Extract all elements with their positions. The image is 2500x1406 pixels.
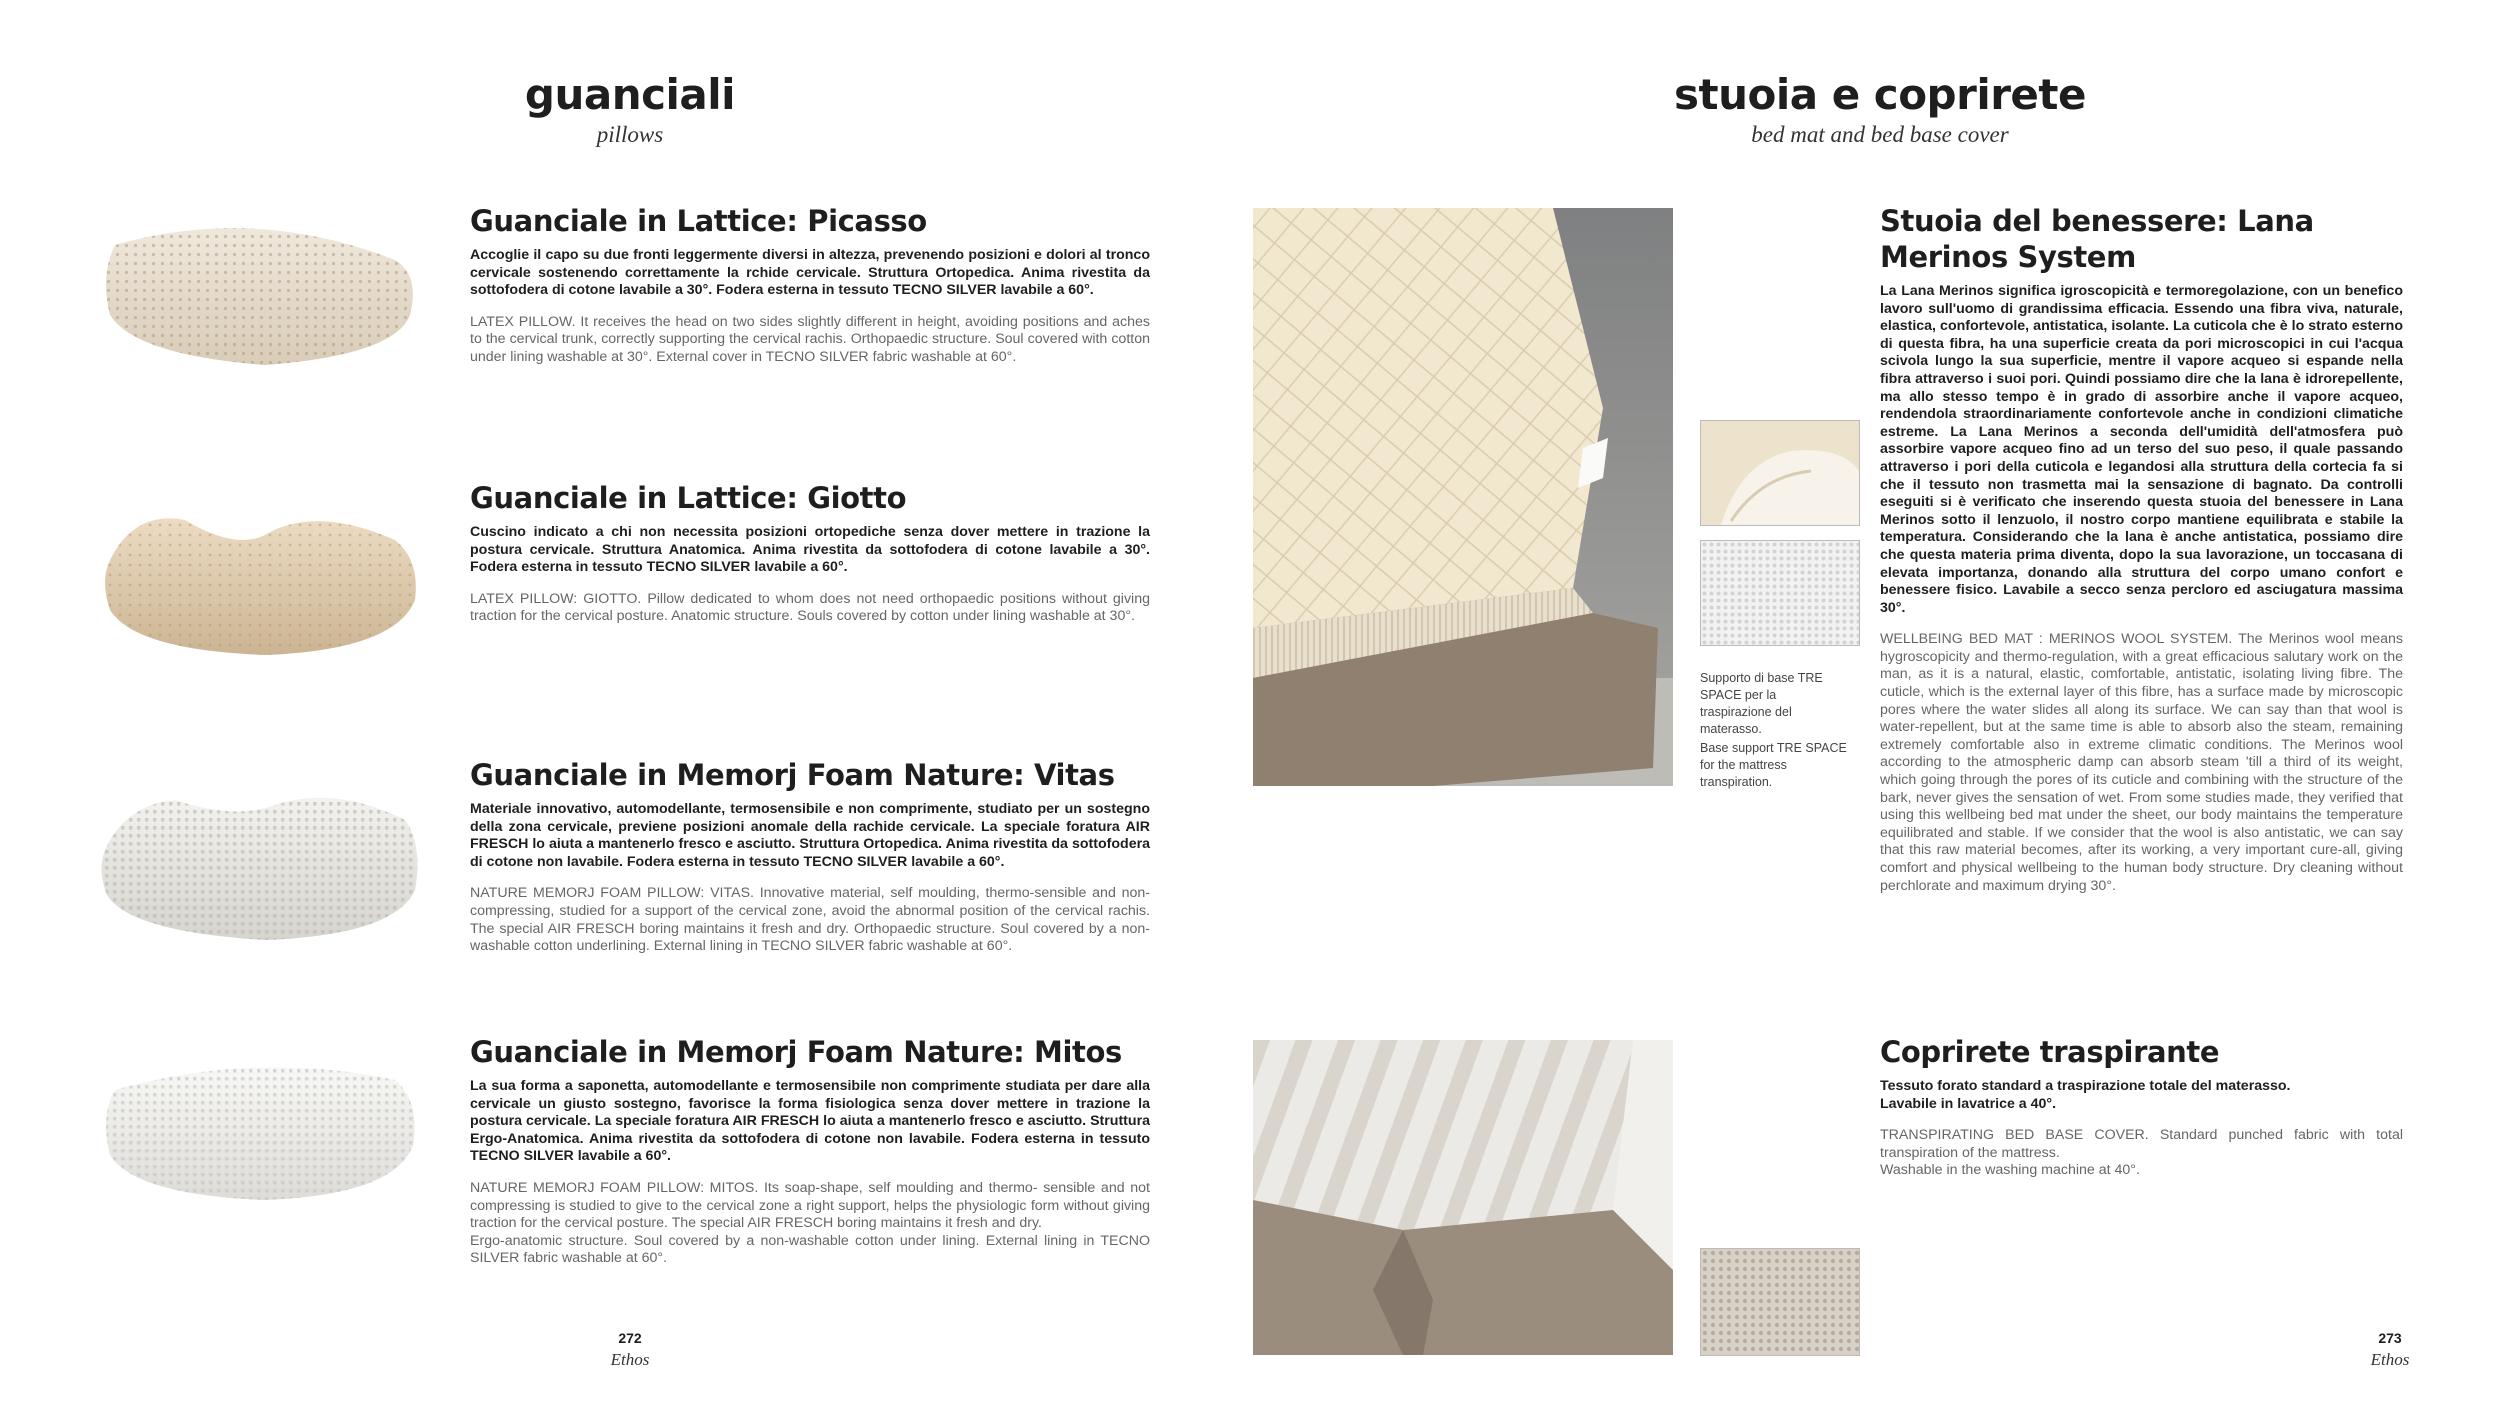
mattress-photo <box>1253 208 1673 786</box>
product-title: Coprirete traspirante <box>1880 1035 2220 1069</box>
cover-fabric-thumbnail <box>1700 1248 1860 1356</box>
product-description-it-line: Lavabile in lavatrice a 40°. <box>1880 1095 2057 1112</box>
product-description-en-line: Washable in the washing machine at 40°. <box>1880 1162 2140 1179</box>
product-description-it: La Lana Merinos significa igroscopicità e termoregolazione, con un benefico lavoro sull'uomo di grandissima efficacia. Essendo una fibra viva, naturale, elastica, confortevole, antistatica, isolante. La cuticola che è lo strato esterno di questa fibra, ha una superficie creata da pori microscopici in cui l'acqua scivola lungo la sua superficie, mentre il vapore acqueo si espande nella fibra attraverso i suoi pori. Quindi possiamo dire che la lana è idrorepellente, ma allo stesso tempo è in grado di assorbire anche il vapore acqueo, rendendola straordinariamente confortevole anche in condizioni climatiche estreme. La Lana Merinos a seconda dell'umidità dell'atmosfera può assorbire vapore acqueo fino ad un terso del suo peso, il quale passando attraverso i pori della cuticola e legandosi alla struttura della cortecia fa si che il tessuto non trasmetta mai la sensazione di bagnato. Da controlli eseguiti si è verificato che inserendo questa stuoia del benessere in Lana Merinos sotto il lenzuolo, il nostro corpo mantiene equilibrata e stabile la temperatura. Considerando che la lana è anche antistatica, possiamo dire che questa materia prima diventa, dopo la sua lavorazione, un toccasana di elevata importanza, donando alla struttura del corpo umano confort e benessere fisico. Lavabile a secco senza percloro ed asciugatura massima 30°. <box>1880 283 2403 616</box>
tre-space-caption-it: Supporto di base TRE SPACE per la traspirazione del materasso. <box>1700 671 1823 736</box>
product-description-en: NATURE MEMORJ FOAM PILLOW: VITAS. Innovative material, self moulding, thermo-sensible and non-compressing, studied for a support of the cervical zone, avoid the abnormal position of the cervical rachis. The special AIR FRESCH boring maintains it fresh and dry. Orthopaedic structure. Soul covered by a non-washable cotton underlining. External lining in TECNO SILVER fabric washable at 60°. <box>470 885 1150 955</box>
product-description-it <box>1880 1078 2403 1113</box>
product-description-it: La sua forma a saponetta, automodellante e termosensibile non comprimente studiata per dare alla cervicale un giusto sostegno, favorisce la forma fisiologica senza dover mettere in trazione la postura cervicale. La speciale foratura AIR FRESCH lo aiuta a mantenerlo fresco e asciutto. Struttura Ergo-Anatomica. Anima rivestita da sottofodera di cotone non lavabile. Fodera esterna in tessuto TECNO SILVER lavabile a 60°. <box>470 1078 1150 1165</box>
right-brand: Ethos <box>2370 1350 2410 1369</box>
pillow-image-mitos <box>95 1035 425 1215</box>
product-description-en <box>470 1180 1150 1268</box>
product-description-it-line: Tessuto forato standard a traspirazione totale del materasso. <box>1880 1078 2291 1094</box>
left-section-title: guanciali <box>524 70 736 119</box>
product-vitas <box>470 757 1150 956</box>
product-title: Guanciale in Memorj Foam Nature: Mitos <box>470 1035 1122 1069</box>
product-title: Guanciale in Lattice: Picasso <box>470 204 927 238</box>
tre-space-caption-en: Base support TRE SPACE for the mattress transpiration. <box>1700 741 1847 789</box>
right-page-number: 273 <box>2378 1330 2402 1346</box>
product-description-en-line: Ergo-anatomic structure. Soul covered by a non-washable cotton under lining. External lining in TECNO SILVER fabric washable at 60°. <box>470 1232 1150 1267</box>
left-page-number: 272 <box>618 1330 642 1346</box>
product-description-en: LATEX PILLOW: GIOTTO. Pillow dedicated to whom does not need orthopaedic positions without giving traction for the cervical posture. Anatomic structure. Souls covered by cotton under lining washable at 30°. <box>470 590 1150 625</box>
wool-mat-thumbnail <box>1700 420 1860 526</box>
bed-base-photo <box>1253 1040 1673 1355</box>
product-title: Stuoia del benessere: Lana Merinos System <box>1880 204 2314 274</box>
product-description-en: LATEX PILLOW. It receives the head on two sides slightly different in height, avoiding positions and aches to the cervical trunk, correctly supporting the cervical rachis. Orthopaedic structure. Soul covered with cotton under lining washable at 30°. External cover in TECNO SILVER fabric washable at 60°. <box>470 313 1150 365</box>
product-description-en-line: TRANSPIRATING BED BASE COVER. Standard punched fabric with total transpiration of the mattress. <box>1880 1127 2403 1161</box>
right-section-title: stuoia e coprirete <box>1674 70 2086 119</box>
product-description-it: Accoglie il capo su due fronti leggermente diversi in altezza, prevenendo posizioni e dolori al tronco cervicale sostenendo correttamente la rchide cervicale. Struttura Ortopedica. Anima rivestita da sottofodera di cotone lavabile a 30°. Fodera esterna in tessuto TECNO SILVER lavabile a 60°. <box>470 247 1150 299</box>
product-mitos <box>470 1034 1150 1268</box>
tre-space-thumbnail <box>1700 540 1860 646</box>
product-description-it: Materiale innovativo, automodellante, termosensibile e non comprimente, studiato per un sostegno della zona cervicale, previene posizioni anomale della rachide cervicale. La speciale foratura AIR FRESCH lo aiuta a mantenerlo fresco e asciutto. Struttura Ortopedica. Anima rivestita da sottofodera di cotone non lavabile. Fodera esterna in tessuto TECNO SILVER lavabile a 60°. <box>470 801 1150 870</box>
right-section-subtitle: bed mat and bed base cover <box>1751 122 2009 147</box>
product-lana-merinos <box>1880 203 2403 895</box>
pillow-image-vitas <box>95 760 425 950</box>
left-brand: Ethos <box>610 1350 650 1369</box>
product-coprirete <box>1880 1034 2403 1180</box>
product-title: Guanciale in Lattice: Giotto <box>470 481 907 515</box>
left-section-subtitle: pillows <box>596 122 664 147</box>
product-giotto <box>470 480 1150 626</box>
product-description-en-line: NATURE MEMORJ FOAM PILLOW: MITOS. Its soap-shape, self moulding and thermo- sensible and not compressing is studied to give to the cervical zone a right support, helps the physiologic form without giving traction for the cervical posture. The special AIR FRESCH boring maintains it fresh and dry. <box>470 1179 1150 1232</box>
pillow-image-giotto <box>95 480 425 670</box>
product-description-it: Cuscino indicato a chi non necessita posizioni ortopediche senza dover mettere in trazione la postura cervicale. Struttura Anatomica. Anima rivestita da sottofodera di cotone lavabile a 30°. Fodera esterna in tessuto TECNO SILVER lavabile a 60°. <box>470 524 1150 576</box>
pillow-image-picasso <box>95 205 425 385</box>
product-description-en <box>1880 1127 2403 1180</box>
product-description-en: WELLBEING BED MAT : MERINOS WOOL SYSTEM. The Merinos wool means hygroscopicity and thermo-regulation, with a great efficacious salutary work on the man, as it is a natural, elastic, comfortable, antistatic, isolating living fibre. The cuticle, which is the external layer of this fibre, has a surface made by microscopic pores where the water slides all along its surface. We can say than that wool is water-repellent, but at the same time is able to absorb also the steam, remaining extremely comfortable also in extreme climatic conditions. The Merinos wool according to the atmospheric damp can absorb steam 'till a third of its weight, which going through the pores of its cuticle and combining with the structure of the bark, never gives the sensation of wet. From some studies made, they verified that using this wellbeing bed mat under the sheet, our body maintains the temperature equilibrated and stable. If we consider that the wool is also antistatic, we can say that this raw material becomes, after its working, a very important cure-all, giving comfort and physical wellbeing to the human body structure. Dry cleaning without perchlorate and maximum drying 30°. <box>1880 631 2403 894</box>
product-picasso <box>470 203 1150 367</box>
product-title: Guanciale in Memorj Foam Nature: Vitas <box>470 758 1115 792</box>
